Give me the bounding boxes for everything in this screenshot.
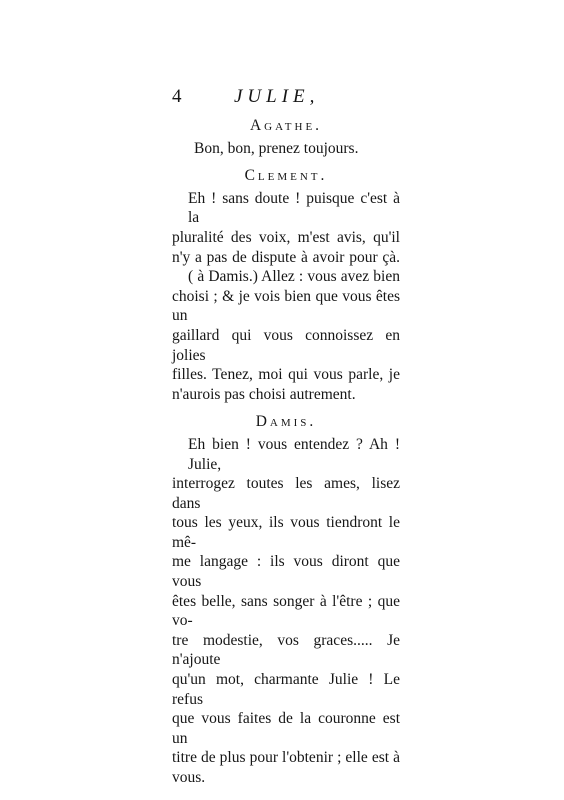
speaker-damis: Damis. (255, 413, 317, 431)
page-number: 4 (172, 86, 182, 107)
speech-line: n'aurois pas choisi autrement. (172, 385, 356, 403)
speech-line: titre de plus pour l'obtenir ; elle est à (172, 749, 400, 767)
speech-line: gaillard qui vous connoissez en jolies (172, 326, 400, 364)
speech-line: vous. (172, 769, 206, 786)
speech-line: Eh bien ! vous entendez ? Ah ! Julie, (188, 435, 400, 473)
speech-line: que vous faites de la couronne est un (172, 710, 400, 747)
speech-line: choisi ; & je vois bien que vous êtes un (172, 287, 400, 325)
speaker-clement: Clement. (244, 167, 328, 185)
speaker-agathe: Agathe. (249, 117, 323, 134)
speech-line: qu'un mot, charmante Julie ! Le refus (172, 671, 400, 708)
speech-line: interrogez toutes les ames, lisez dans (172, 475, 400, 512)
speech-clement (172, 189, 400, 405)
speech-line: Eh ! sans doute ! puisque c'est à la (188, 189, 400, 227)
speech-agathe (194, 139, 400, 159)
speech-line: Bon, bon, prenez toujours. (194, 139, 359, 157)
speech-line: filles. Tenez, moi qui vous parle, je (172, 366, 400, 384)
speech-line: tre modestie, vos graces..... Je n'ajoute (172, 631, 400, 669)
speech-line: me langage : ils vous diront que vous (172, 553, 400, 591)
speech-line: tous les yeux, ils vous tiendront le mê- (172, 514, 400, 551)
dialogue-text (172, 116, 400, 796)
speech-line: êtes belle, sans songer à l'être ; que vo- (172, 592, 400, 630)
running-title: JULIE, (234, 86, 320, 107)
speech-line: n'y a pas de dispute à avoir pour çà. (172, 248, 400, 266)
speech-line: ( à Damis.) Allez : vous avez bien (188, 268, 400, 286)
speech-line: pluralité des voix, m'est avis, qu'il (172, 228, 400, 246)
page-header (172, 86, 432, 110)
speech-damis (172, 435, 400, 788)
